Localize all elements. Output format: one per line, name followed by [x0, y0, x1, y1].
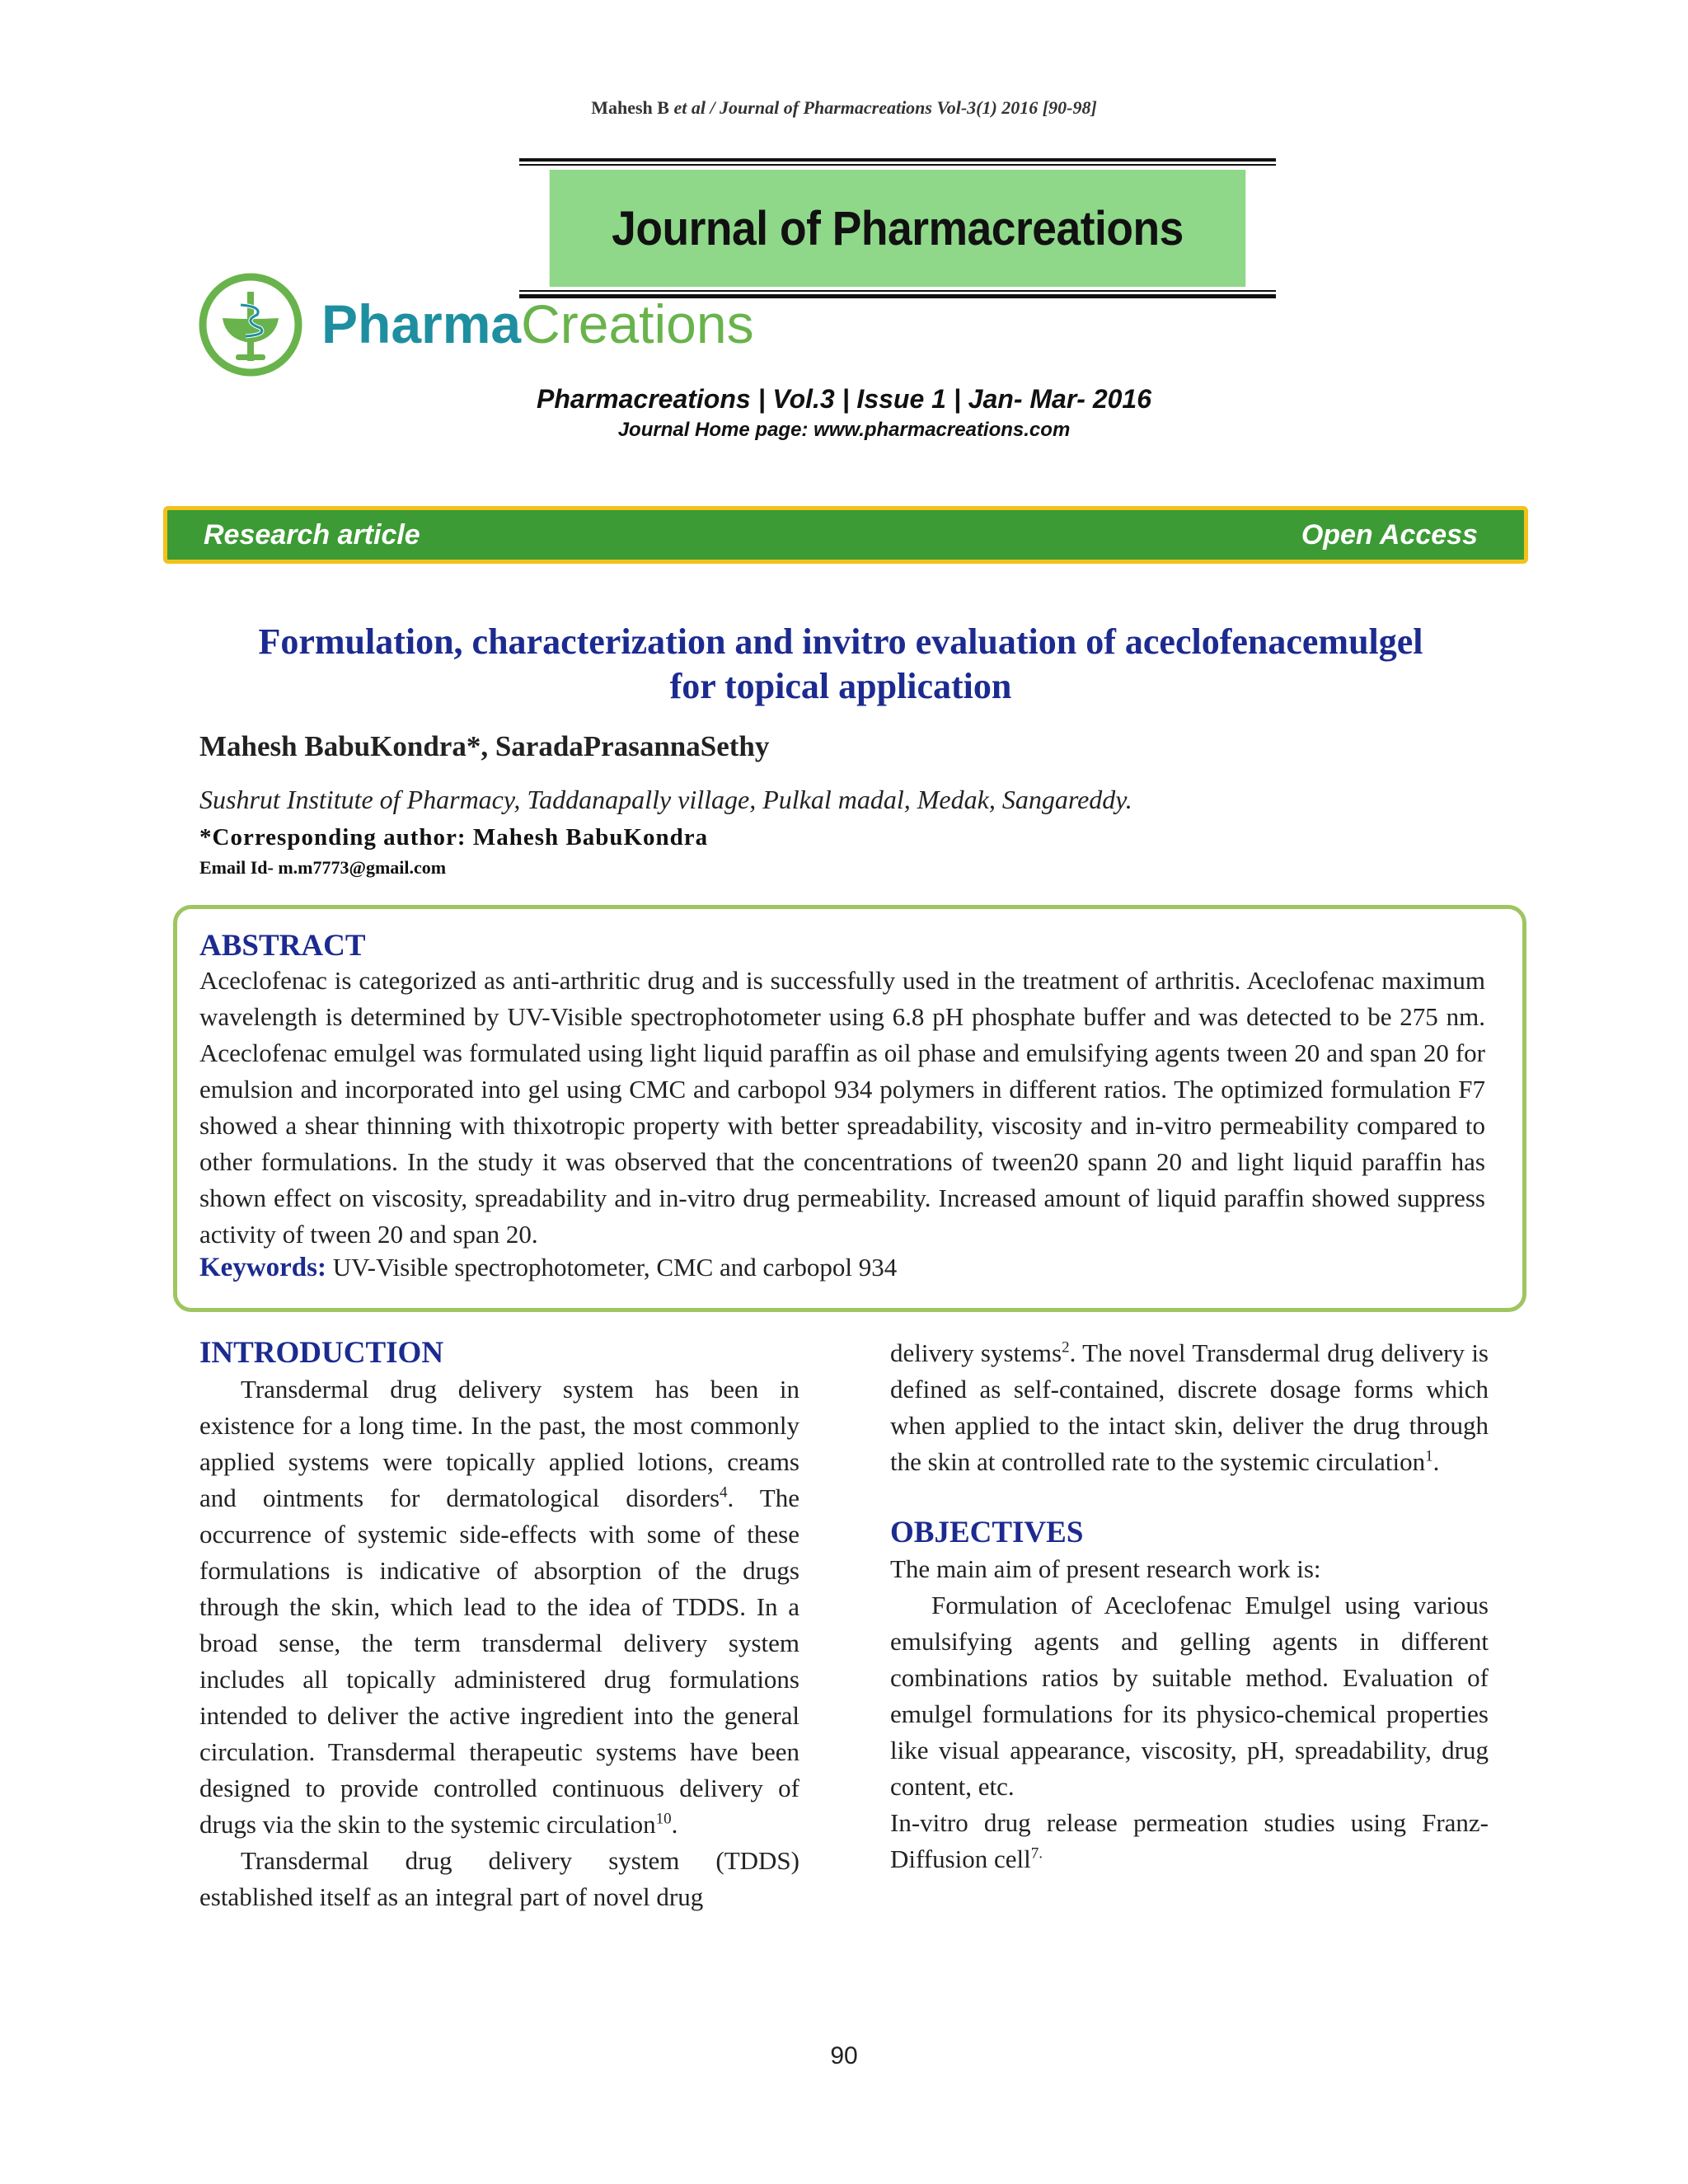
paper-title [181, 620, 1500, 709]
banner-rule-top [519, 158, 1276, 162]
citation-ref: 7. [1030, 1844, 1043, 1863]
objectives-paragraph-2 [890, 1805, 1489, 1877]
keywords-label: Keywords: [199, 1253, 326, 1282]
running-header-etal: et al [673, 97, 706, 118]
intro-text-e: . The novel Transdermal drug delivery is defined as self-contained, discrete dosage forms which when applied to the intact skin, deliver the drug through the skin at controlled rate to the systemic circulation [890, 1338, 1489, 1476]
objectives-lead: The main aim of present research work is: [890, 1554, 1321, 1583]
intro-text-c: . [671, 1810, 678, 1839]
intro-text-f: . [1432, 1447, 1440, 1476]
introduction-paragraph-3 [890, 1335, 1489, 1480]
objectives-text: In-vitro drug release permeation studies using Franz-Diffusion cell [890, 1808, 1489, 1873]
banner-title: Journal of Pharmacreations [550, 170, 1246, 287]
citation-ref: 4 [720, 1483, 728, 1502]
affiliation: Sushrut Institute of Pharmacy, Taddanapally village, Pulkal madal, Medak, Sangareddy. [199, 785, 1132, 814]
left-column [199, 1335, 799, 1915]
author-list: Mahesh BabuKondra*, SaradaPrasannaSethy [199, 730, 770, 762]
intro-text-d: delivery systems [890, 1338, 1062, 1367]
intro-text-b: . The occurrence of systemic side-effects with some of these formulations is indicative of absorption of the drugs through the skin, which lead to the idea of TDDS. In a broad sense, the term transdermal delivery system includes all topically administered drug formulations intended to deliver the active ingredient into the general circulation. Transdermal therapeutic systems have been designed to provide controlled continuous delivery of drugs via the skin to the systemic circulation [199, 1483, 799, 1839]
banner-rule-top-thin [519, 164, 1276, 166]
article-type-bar [163, 506, 1528, 564]
running-header-author: Mahesh B [591, 97, 674, 118]
objectives-paragraph-1: Formulation of Aceclofenac Emulgel using various emulsifying agents and gelling agents in different combinations ratios by suitable method. Evaluation of emulgel formulations for its physico-chemical properties like visual appearance, viscosity, pH, spreadability, drug content, etc. [890, 1591, 1489, 1801]
journal-home-line: Journal Home page: www.pharmacreations.com [617, 419, 1071, 441]
logo-wordmark [321, 295, 754, 353]
keywords-text: UV-Visible spectrophotometer, CMC and carbopol 934 [326, 1253, 898, 1282]
open-access-label: Open Access [1301, 518, 1478, 551]
introduction-paragraph-1 [199, 1371, 799, 1843]
running-header-journal: / Journal of Pharmacreations Vol-3(1) 2016 [90-98] [705, 97, 1097, 118]
abstract-text: Aceclofenac is categorized as anti-arthritic drug and is successfully used in the treatment of arthritis. Aceclofenac maximum wavelength is determined by UV-Visible spectrophotometer using 6.8 pH phosphate buffer and was detected to be 275 nm. Aceclofenac emulgel was formulated using light liquid paraffin as oil phase and emulsifying agents tween 20 and span 20 for emulsion and incorporated into gel using CMC and carbopol 934 polymers in different ratios. The optimized formulation F7 showed a shear thinning with thixotropic property with better spreadability, viscosity and in-vitro permeability compared to other formulations. In the study it was observed that the concentrations of tween20 spann 20 and light liquid paraffin has shown effect on viscosity, spreadability and in-vitro drug permeability. Increased amount of liquid paraffin showed suppress activity of tween 20 and span 20. [199, 966, 1485, 1249]
author-email: Email Id- m.m7773@gmail.com [199, 857, 447, 878]
logo-part-creations: Creations [521, 293, 754, 354]
paper-title-line-1: Formulation, characterization and invitro evaluation of aceclofenacemulgel [258, 621, 1423, 662]
citation-ref: 2 [1062, 1338, 1070, 1357]
abstract-heading: ABSTRACT [199, 929, 366, 963]
introduction-paragraph-2: Transdermal drug delivery system (TDDS) established itself as an integral part of novel drug [199, 1846, 799, 1911]
objectives-heading: OBJECTIVES [890, 1516, 1084, 1549]
introduction-heading: INTRODUCTION [199, 1336, 444, 1370]
right-column [890, 1335, 1489, 1877]
page-number: 90 [830, 2042, 858, 2069]
running-header [0, 97, 1688, 119]
keywords-line [199, 1253, 897, 1283]
citation-ref: 1 [1425, 1447, 1433, 1465]
caduceus-icon [196, 270, 305, 379]
article-type-label: Research article [204, 518, 420, 551]
paper-title-line-2: for topical application [669, 666, 1012, 706]
corresponding-author: *Corresponding author: Mahesh BabuKondra [199, 824, 709, 851]
logo-part-pharma: Pharma [321, 293, 522, 354]
intro-text-a: Transdermal drug delivery system has been in existence for a long time. In the past, the most commonly applied systems were topically applied lotions, creams and ointments for dermatological disorders [199, 1375, 799, 1512]
pharmacreations-logo [196, 270, 754, 379]
issue-line: Pharmacreations | Vol.3 | Issue 1 | Jan- Mar- 2016 [537, 384, 1151, 414]
citation-ref: 10 [655, 1810, 672, 1828]
